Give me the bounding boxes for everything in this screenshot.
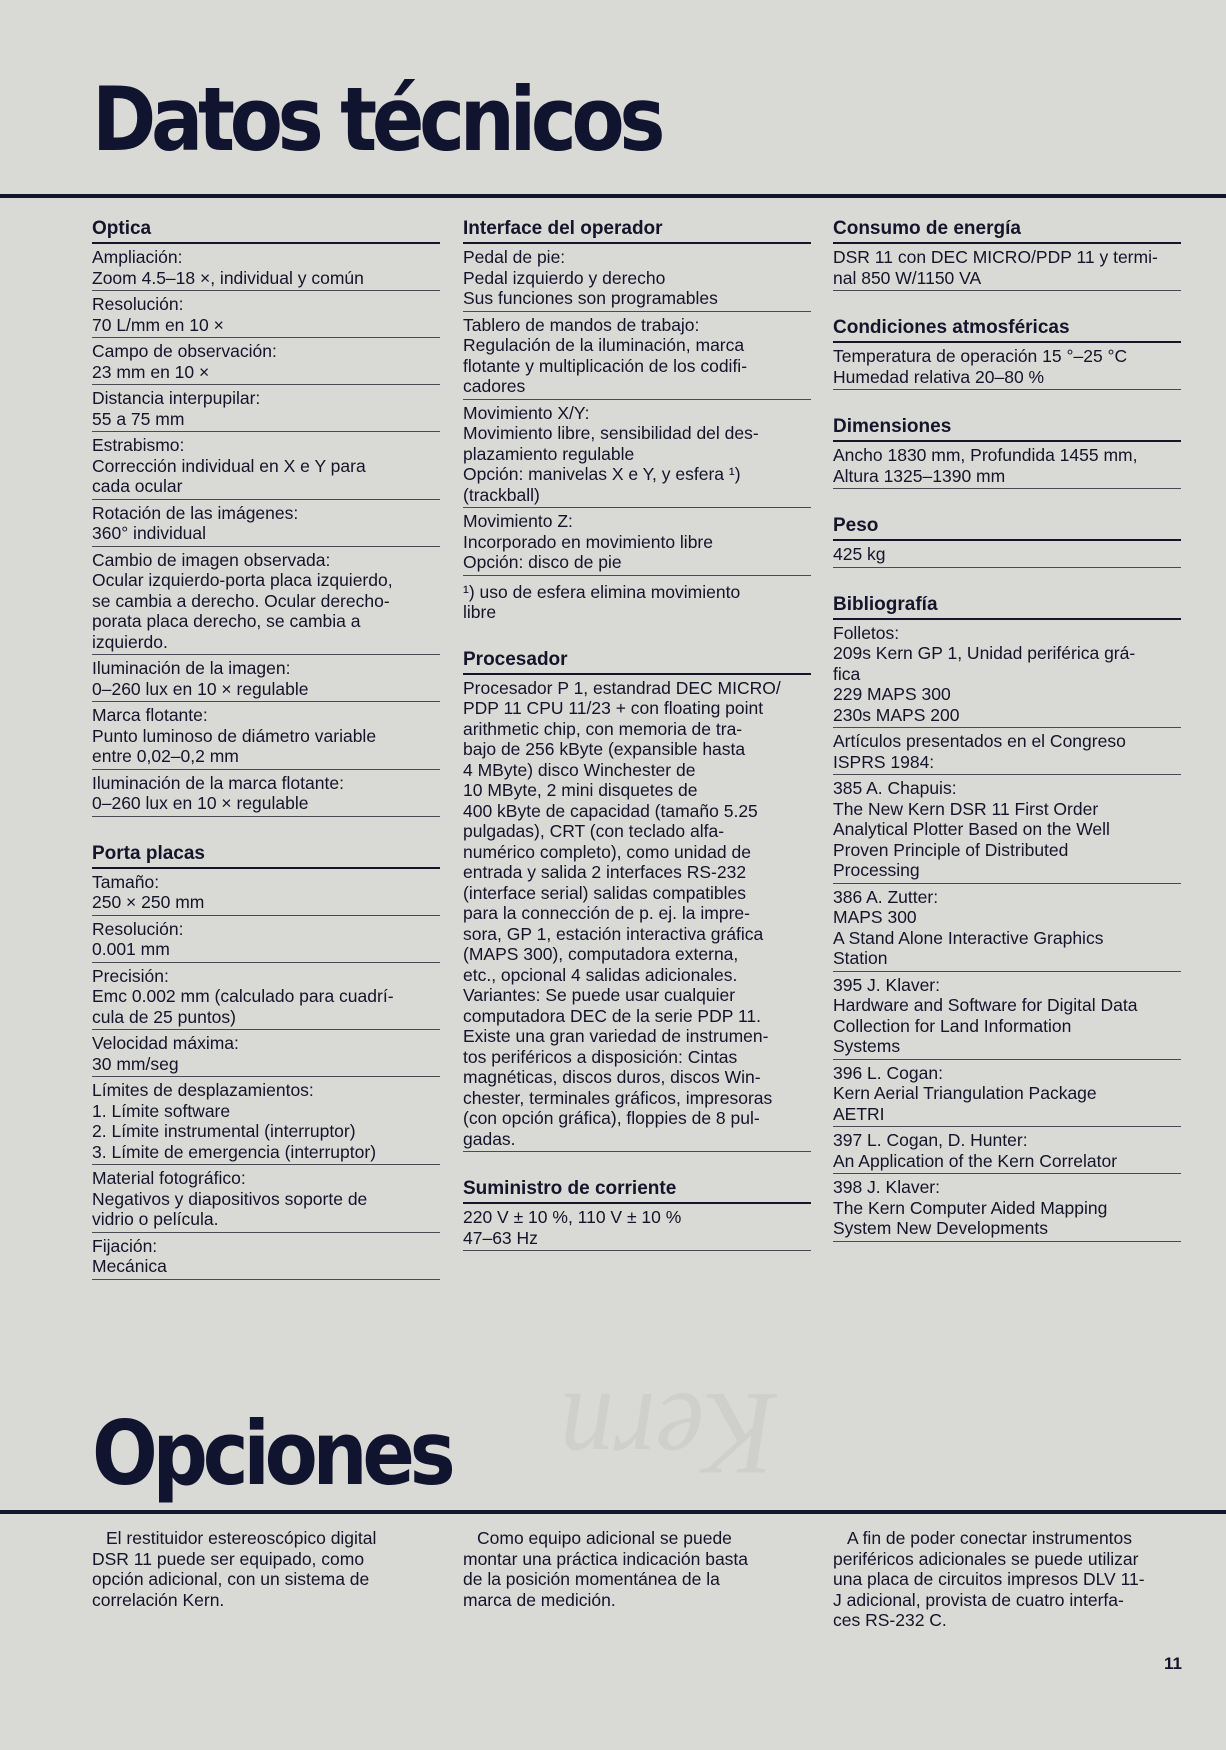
spec-value: The Kern Computer Aided Mapping [833, 1197, 1108, 1218]
spec-value: Hardware and Software for Digital Data [833, 995, 1138, 1015]
options-line: correlación Kern. [92, 1589, 225, 1610]
spec-value: magnéticas, discos duros, discos Win- [463, 1067, 761, 1087]
spec-item [463, 402, 811, 509]
spec-item [92, 246, 440, 291]
section-title: Procesador [463, 649, 811, 675]
spec-item [92, 704, 440, 770]
spec-value: izquierdo. [92, 631, 168, 652]
spec-section [463, 649, 811, 1153]
page-number: 11 [1164, 1654, 1182, 1673]
spec-label: 396 L. Cogan: [833, 1062, 943, 1083]
spec-item [92, 434, 440, 500]
spec-value: The New Kern DSR 11 First Order [833, 798, 1099, 819]
spec-label: Folletos: [833, 622, 900, 643]
options-line: una placa de circuitos impresos DLV 11- [833, 1569, 1145, 1589]
spec-value: numérico completo), como unidad de [463, 841, 751, 862]
spec-value: Opción: disco de pie [463, 552, 622, 572]
spec-value: ISPRS 1984: [833, 751, 935, 772]
spec-item [833, 246, 1181, 291]
spec-item [92, 772, 440, 817]
options-paragraph-1 [92, 1528, 440, 1610]
column-2 [463, 218, 811, 1277]
spec-label: Precisión: [92, 965, 169, 986]
options-line: El restituidor estereoscópico digital [106, 1528, 377, 1548]
options-line: A fin de poder conectar instrumentos [847, 1528, 1133, 1548]
spec-value: Emc 0.002 mm (calculado para cuadrí- [92, 986, 394, 1006]
spec-label: Fijación: [92, 1235, 158, 1256]
spec-label: Tablero de mandos de trabajo: [463, 314, 700, 335]
spec-item [92, 871, 440, 916]
spec-value: MAPS 300 [833, 907, 917, 927]
spec-value: 400 kByte de capacidad (tamaño 5.25 [463, 800, 758, 821]
section-title: Suministro de corriente [463, 1178, 811, 1204]
spec-value: Processing [833, 860, 920, 880]
options-line: Como equipo adicional se puede [477, 1528, 732, 1548]
spec-label: Marca flotante: [92, 705, 208, 725]
options-line: de la posición momentánea de la [463, 1569, 720, 1589]
spec-value: 10 MByte, 2 mini disquetes de [463, 780, 698, 800]
spec-value: 4 MByte) disco Winchester de [463, 759, 696, 780]
spec-label: 385 A. Chapuis: [833, 778, 957, 798]
options-paragraph-2 [463, 1528, 811, 1610]
spec-label: Velocidad máxima: [92, 1033, 239, 1053]
spec-value: gadas. [463, 1128, 516, 1149]
spec-label: Material fotográfico: [92, 1168, 246, 1188]
spec-value: (trackball) [463, 484, 540, 505]
spec-value: computadora DEC de la serie PDP 11. [463, 1005, 761, 1026]
spec-value: Negativos y diapositivos soporte de [92, 1188, 368, 1209]
spec-value: AETRI [833, 1103, 885, 1124]
spec-value: 250 × 250 mm [92, 892, 205, 912]
spec-label: Rotación de las imágenes: [92, 502, 299, 523]
spec-value: Kern Aerial Triangulation Package [833, 1083, 1097, 1103]
title-rule [0, 194, 1226, 198]
spec-value: 70 L/mm en 10 × [92, 314, 224, 335]
spec-value: 3. Límite de emergencia (interruptor) [92, 1141, 377, 1162]
spec-value: flotante y multiplicación de los codifi- [463, 355, 748, 376]
kern-watermark: Kern [560, 1368, 776, 1501]
spec-item [833, 1129, 1181, 1174]
spec-item [92, 502, 440, 547]
spec-label: Límites de desplazamientos: [92, 1080, 314, 1100]
spec-label: Procesador P 1, estandrad DEC MICRO/ [463, 677, 781, 698]
spec-section [833, 416, 1181, 489]
spec-value: 209s Kern GP 1, Unidad periférica grá- [833, 643, 1136, 663]
spec-value: Zoom 4.5–18 ×, individual y común [92, 267, 364, 288]
spec-label: DSR 11 con DEC MICRO/PDP 11 y termi- [833, 247, 1158, 267]
spec-section [833, 594, 1181, 1242]
spec-value: vidrio o película. [92, 1209, 219, 1229]
spec-label: Movimiento X/Y: [463, 402, 590, 423]
spec-value: Variantes: Se puede usar cualquier [463, 985, 736, 1005]
spec-item [463, 677, 811, 1153]
spec-value: se cambia a derecho. Ocular derecho- [92, 590, 390, 611]
column-1 [92, 218, 440, 1306]
spec-label: Pedal de pie: [463, 247, 566, 267]
spec-section [463, 1178, 811, 1251]
spec-value: sora, GP 1, estación interactiva gráfica [463, 923, 764, 944]
spec-item [463, 246, 811, 312]
spec-value: Mecánica [92, 1256, 167, 1276]
column-3 [833, 218, 1181, 1268]
spec-item [92, 1235, 440, 1280]
spec-item [92, 549, 440, 656]
spec-value: 1. Límite software [92, 1100, 231, 1121]
spec-value: An Application of the Kern Correlator [833, 1150, 1118, 1171]
spec-label: 398 J. Klaver: [833, 1177, 940, 1197]
options-rule [0, 1510, 1226, 1514]
options-line: DSR 11 puede ser equipado, como [92, 1548, 365, 1569]
spec-value: 30 mm/seg [92, 1053, 179, 1074]
spec-value: (MAPS 300), computadora externa, [463, 944, 739, 964]
spec-item [92, 387, 440, 432]
spec-label: Distancia interpupilar: [92, 388, 261, 408]
section-title: Peso [833, 515, 1181, 541]
spec-item [463, 510, 811, 576]
spec-value: 360° individual [92, 523, 207, 543]
spec-value: entre 0,02–0,2 mm [92, 746, 239, 766]
spec-value: 23 mm en 10 × [92, 361, 210, 382]
spec-item [92, 293, 440, 338]
spec-value: chester, terminales gráficos, impresoras [463, 1087, 773, 1108]
spec-value: tos periféricos a disposición: Cintas [463, 1046, 738, 1067]
spec-value: bajo de 256 kByte (expansible hasta [463, 739, 746, 759]
options-title: Opciones [92, 1402, 451, 1505]
spec-item [833, 974, 1181, 1060]
footnote-line: libre [463, 602, 497, 622]
section-title: Bibliografía [833, 594, 1181, 620]
spec-item [833, 730, 1181, 775]
spec-item [833, 444, 1181, 489]
spec-item [833, 886, 1181, 972]
spec-item [92, 340, 440, 385]
spec-section [463, 218, 811, 623]
options-line: ces RS-232 C. [833, 1610, 947, 1630]
spec-label: 220 V ± 10 %, 110 V ± 10 % [463, 1207, 682, 1227]
spec-value: Altura 1325–1390 mm [833, 465, 1006, 486]
spec-section [92, 843, 440, 1280]
spec-value: 230s MAPS 200 [833, 704, 960, 725]
spec-item [833, 1176, 1181, 1242]
spec-value: Corrección individual en X e Y para [92, 455, 366, 476]
spec-label: Temperatura de operación 15 °–25 °C [833, 346, 1128, 366]
spec-value: (interface serial) salidas compatibles [463, 882, 747, 903]
spec-value: PDP 11 CPU 11/23 + con floating point [463, 698, 764, 718]
options-paragraph-3 [833, 1528, 1181, 1631]
spec-value: arithmetic chip, con memoria de tra- [463, 718, 743, 739]
page-title: Datos técnicos [92, 68, 661, 171]
spec-item [463, 314, 811, 400]
spec-item [92, 965, 440, 1031]
spec-value: Systems [833, 1036, 901, 1056]
spec-item [833, 1062, 1181, 1128]
spec-value: cadores [463, 376, 526, 396]
spec-value: Collection for Land Information [833, 1015, 1072, 1036]
section-title: Interface del operador [463, 218, 811, 244]
footnote [463, 578, 811, 623]
spec-label: Resolución: [92, 918, 184, 939]
spec-label: Ancho 1830 mm, Profundida 1455 mm, [833, 445, 1138, 465]
spec-label: Iluminación de la marca flotante: [92, 772, 344, 793]
spec-value: cada ocular [92, 476, 183, 496]
spec-value: Opción: manivelas X e Y, y esfera ¹) [463, 464, 741, 484]
spec-value: entrada y salida 2 interfaces RS-232 [463, 862, 747, 882]
spec-value: 0–260 lux en 10 × regulable [92, 678, 309, 699]
spec-value: Existe una gran variedad de instrumen- [463, 1026, 769, 1046]
spec-value: 0.001 mm [92, 939, 170, 959]
spec-label: Campo de observación: [92, 341, 277, 361]
spec-value: (con opción gráfica), floppies de 8 pul- [463, 1108, 760, 1128]
spec-label: 397 L. Cogan, D. Hunter: [833, 1130, 1028, 1150]
spec-value: porata placa derecho, se cambia a [92, 611, 361, 631]
spec-item [92, 1167, 440, 1233]
section-title: Condiciones atmosféricas [833, 317, 1181, 343]
spec-value: fica [833, 663, 861, 684]
spec-value: Incorporado en movimiento libre [463, 531, 713, 552]
spec-value: 55 a 75 mm [92, 408, 185, 429]
spec-value: Pedal izquierdo y derecho [463, 267, 666, 288]
spec-value: pulgadas), CRT (con teclado alfa- [463, 821, 725, 841]
spec-value: cula de 25 puntos) [92, 1006, 236, 1027]
spec-section [833, 515, 1181, 568]
spec-value: nal 850 W/1150 VA [833, 267, 982, 288]
section-title: Consumo de energía [833, 218, 1181, 244]
spec-value: plazamiento regulable [463, 443, 635, 464]
spec-value: 47–63 Hz [463, 1227, 538, 1248]
spec-label: 386 A. Zutter: [833, 886, 939, 907]
options-line: montar una práctica indicación basta [463, 1548, 749, 1569]
spec-value: Humedad relativa 20–80 % [833, 366, 1045, 387]
spec-item [92, 918, 440, 963]
section-title: Optica [92, 218, 440, 244]
section-title: Porta placas [92, 843, 440, 869]
spec-value: Regulación de la iluminación, marca [463, 335, 745, 355]
spec-value: A Stand Alone Interactive Graphics [833, 927, 1104, 948]
spec-item [463, 1206, 811, 1251]
options-line: marca de medición. [463, 1589, 616, 1610]
spec-value: 229 MAPS 300 [833, 684, 951, 704]
spec-section [92, 218, 440, 817]
spec-value: 0–260 lux en 10 × regulable [92, 793, 309, 813]
spec-section [833, 218, 1181, 291]
footnote-line: ¹) uso de esfera elimina movimiento [463, 581, 741, 602]
spec-label: Estrabismo: [92, 435, 185, 455]
spec-value: 2. Límite instrumental (interruptor) [92, 1121, 356, 1141]
spec-item [833, 543, 1181, 568]
options-line: J adicional, provista de cuatro interfa- [833, 1589, 1124, 1610]
spec-item [92, 1032, 440, 1077]
spec-value: System New Developments [833, 1218, 1048, 1238]
spec-value: para la connección de p. ej. la impre- [463, 903, 750, 923]
spec-item [833, 777, 1181, 884]
spec-value: Station [833, 948, 888, 968]
spec-value: etc., opcional 4 salidas adicionales. [463, 964, 738, 985]
spec-section [833, 317, 1181, 390]
spec-item [92, 657, 440, 702]
spec-value: Punto luminoso de diámetro variable [92, 725, 377, 746]
spec-value: Analytical Plotter Based on the Well [833, 819, 1110, 839]
options-line: periféricos adicionales se puede utilizar [833, 1548, 1139, 1569]
spec-label: Movimiento Z: [463, 511, 573, 531]
spec-item [833, 345, 1181, 390]
spec-value: Sus funciones son programables [463, 288, 718, 308]
spec-label: 425 kg [833, 544, 886, 564]
spec-label: 395 J. Klaver: [833, 974, 940, 995]
options-line: opción adicional, con un sistema de [92, 1569, 370, 1589]
spec-value: Ocular izquierdo-porta placa izquierdo, [92, 570, 393, 590]
spec-value: Proven Principle of Distributed [833, 839, 1069, 860]
spec-item [833, 622, 1181, 729]
section-title: Dimensiones [833, 416, 1181, 442]
spec-value: Movimiento libre, sensibilidad del des- [463, 423, 759, 443]
spec-label: Tamaño: [92, 871, 160, 892]
spec-label: Iluminación de la imagen: [92, 658, 291, 678]
spec-label: Artículos presentados en el Congreso [833, 731, 1126, 751]
spec-label: Ampliación: [92, 247, 183, 267]
spec-label: Cambio de imagen observada: [92, 549, 331, 570]
spec-item [92, 1079, 440, 1165]
spec-label: Resolución: [92, 294, 184, 314]
